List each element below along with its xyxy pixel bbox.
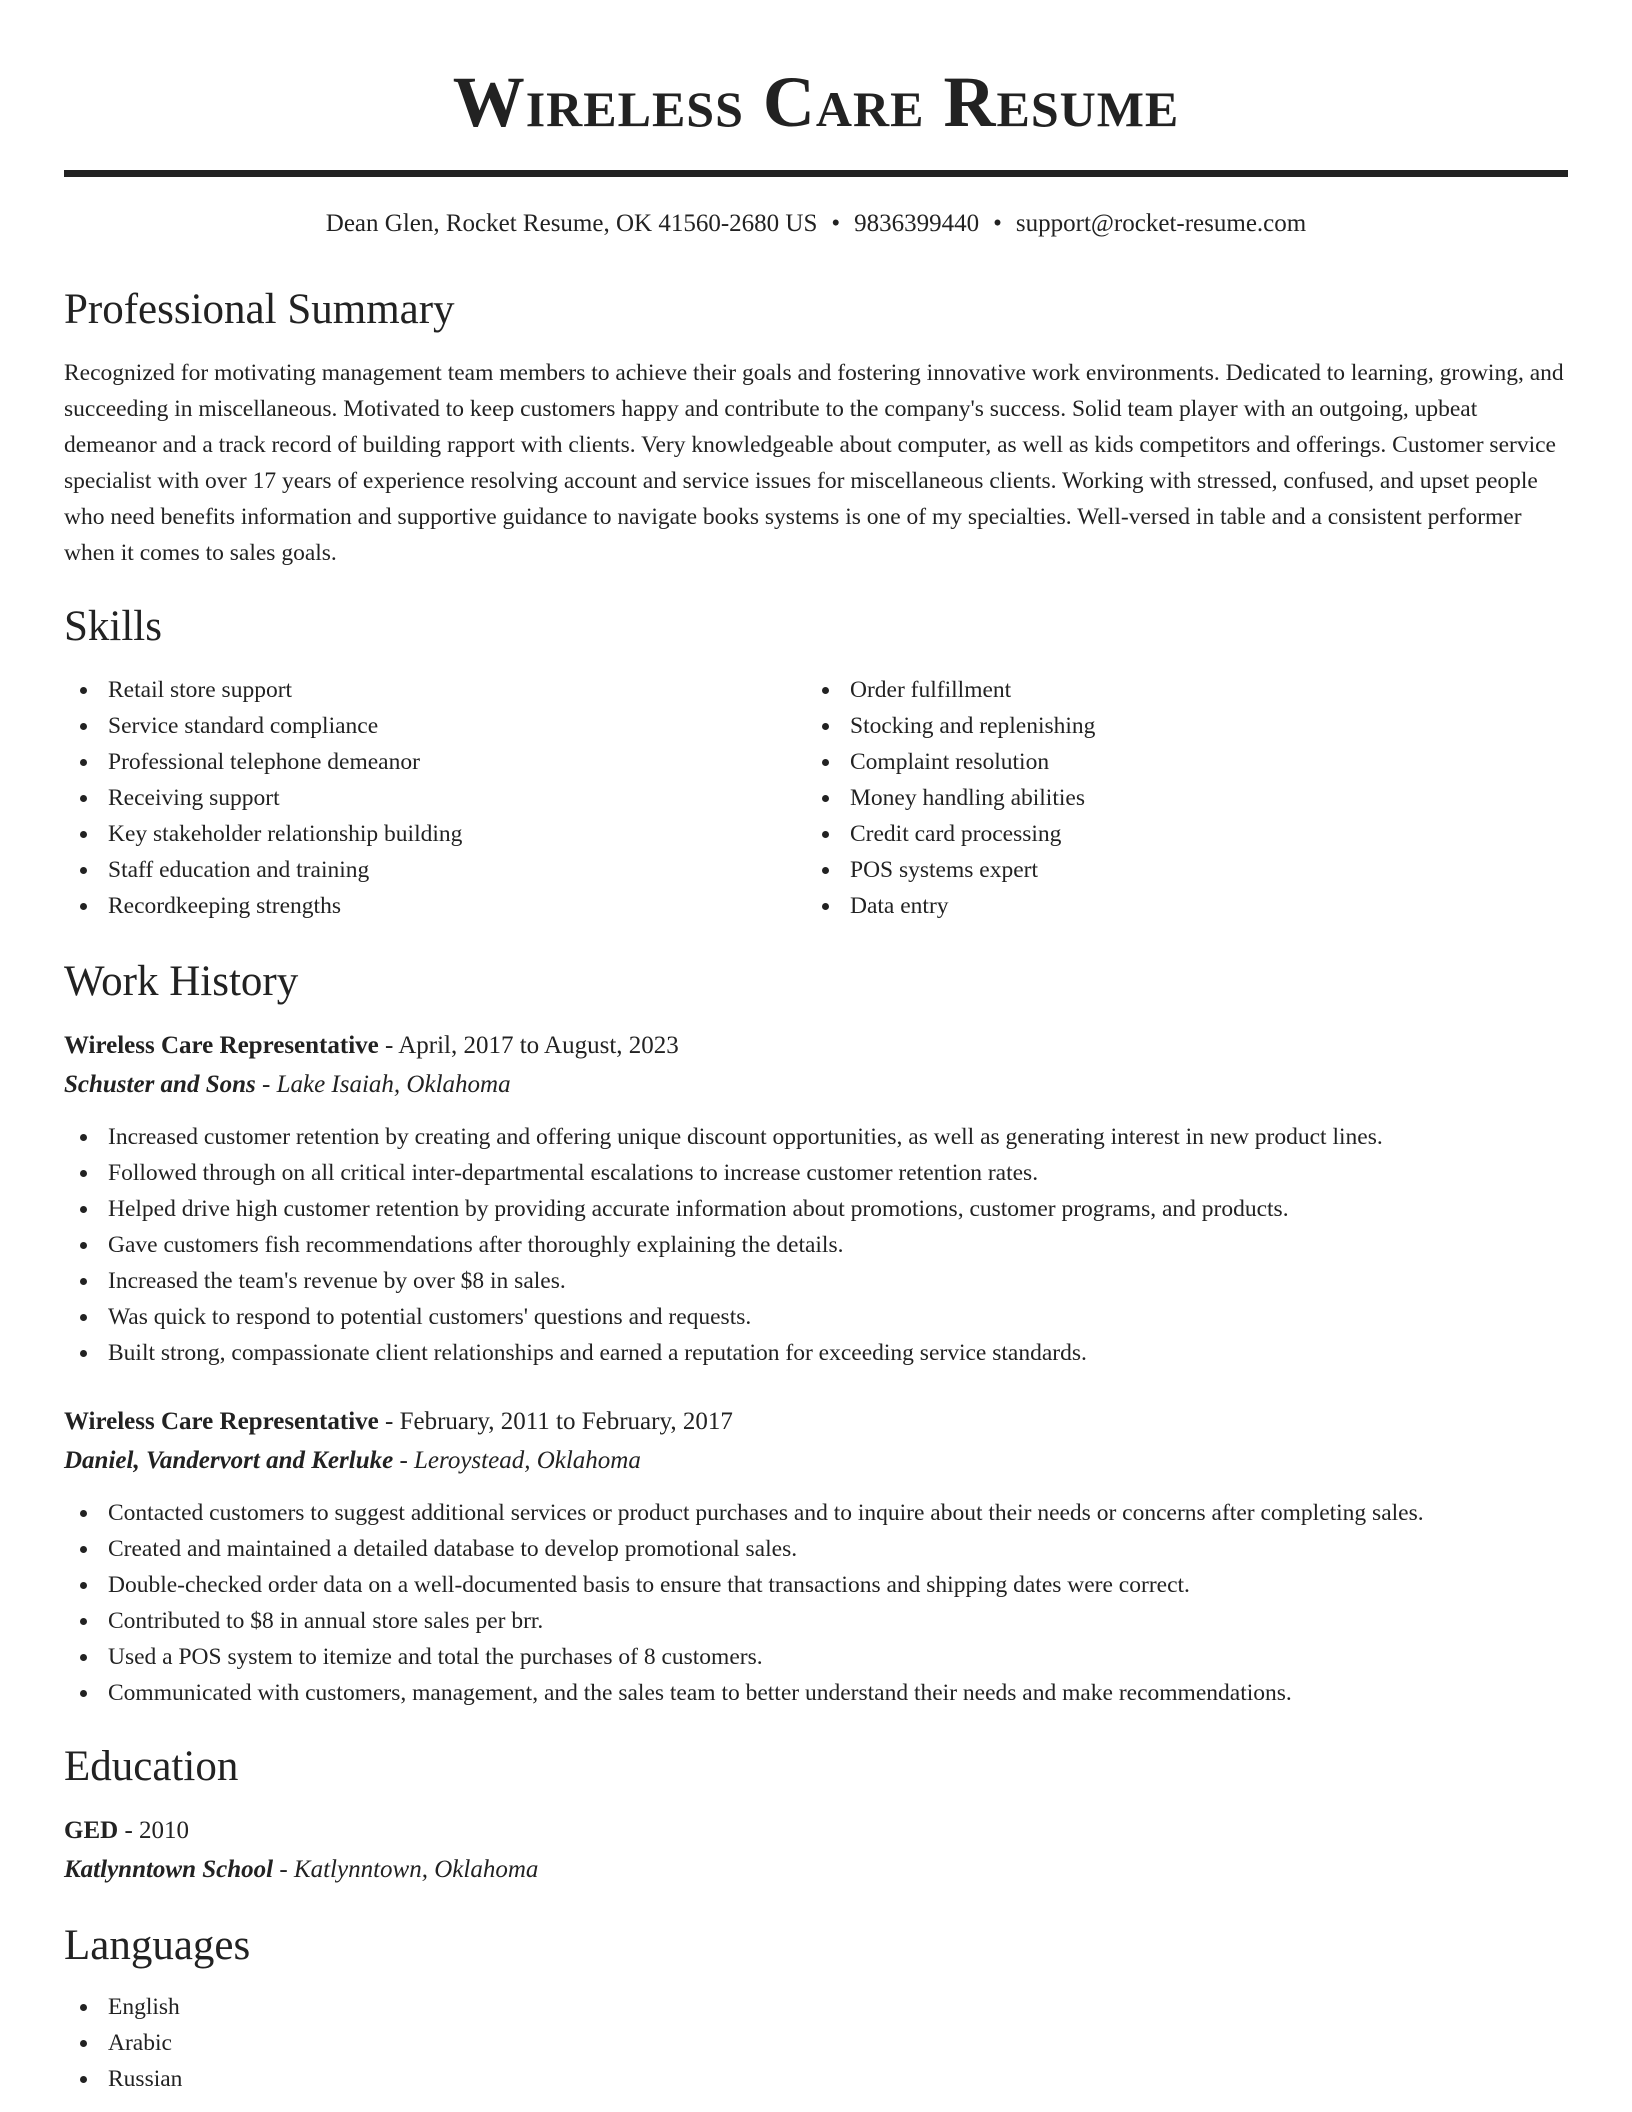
job-duty: Contacted customers to suggest additional services or product purchases and to inquire about their needs or concerns after completing sales.: [64, 1495, 1568, 1531]
job-dates: - April, 2017 to August, 2023: [378, 1032, 679, 1059]
contact-separator: •: [993, 210, 1002, 237]
degree-year: - 2010: [118, 1817, 190, 1844]
job-duty: Contributed to $8 in annual store sales per brr.: [64, 1603, 1568, 1639]
skill-item: Credit card processing: [806, 816, 1548, 852]
languages-heading: Languages: [64, 1922, 251, 1969]
school-line: [64, 1850, 1568, 1890]
degree-line: [64, 1812, 1568, 1850]
job-title: Wireless Care Representative: [64, 1408, 379, 1435]
job-duties: [64, 1495, 1568, 1711]
skill-item: Recordkeeping strengths: [64, 888, 806, 924]
summary-text: Recognized for motivating management team members to achieve their goals and fostering innovative work environments. Dedicated to learning, growing, and succeeding in miscellaneous. Motivated to keep customers happy and contribute to the company's success. Solid team player with an outgoing, upbeat demeanor and a track record of building rapport with clients. Very knowledgeable about computer, as well as kids competitors and offerings. Customer service specialist with over 17 years of experience resolving account and service issues for miscellaneous clients. Working with stressed, confused, and upset people who need benefits information and supportive guidance to navigate books systems is one of my specialties. Well-versed in table and a consistent performer when it comes to sales goals.: [64, 360, 1564, 566]
education-entry: [64, 1812, 1568, 1890]
job-dates: - February, 2011 to February, 2017: [378, 1408, 733, 1435]
contact-phone: 9836399440: [854, 210, 980, 237]
job-duty: Created and maintained a detailed database to develop promotional sales.: [64, 1531, 1568, 1567]
skill-item: Order fulfillment: [806, 672, 1548, 708]
skill-item: Complaint resolution: [806, 744, 1548, 780]
company-line: [64, 1441, 1568, 1481]
skill-item: Stocking and replenishing: [806, 708, 1548, 744]
contact-email[interactable]: support@rocket-resume.com: [1015, 210, 1307, 237]
skill-item: Staff education and training: [64, 852, 806, 888]
skills-list: [64, 672, 1568, 924]
job-duties: [64, 1119, 1568, 1371]
skill-item: Data entry: [806, 888, 1548, 924]
company-location: - Lake Isaiah, Oklahoma: [255, 1071, 511, 1098]
job-entry: [64, 1027, 1568, 1371]
skill-item: Service standard compliance: [64, 708, 806, 744]
title-divider: [64, 170, 1568, 177]
skills-column-left: [64, 672, 806, 924]
job-duty: Communicated with customers, management, and the sales team to better understand their needs and make recommendations.: [64, 1675, 1568, 1711]
education-heading: Education: [64, 1743, 239, 1790]
school-name: Katlynntown School: [64, 1856, 274, 1883]
company-line: [64, 1065, 1568, 1105]
job-title-line: [64, 1403, 1568, 1441]
job-duty: Increased customer retention by creating and offering unique discount opportunities, as well as generating interest in new product lines.: [64, 1119, 1568, 1155]
language-item: Russian: [64, 2061, 1568, 2097]
contact-address: Dean Glen, Rocket Resume, OK 41560-2680 US: [325, 210, 818, 237]
job-duty: Used a POS system to itemize and total the purchases of 8 customers.: [64, 1639, 1568, 1675]
company-location: - Leroystead, Oklahoma: [393, 1447, 641, 1474]
language-item: Arabic: [64, 2025, 1568, 2061]
skill-item: Retail store support: [64, 672, 806, 708]
job-duty: Double-checked order data on a well-documented basis to ensure that transactions and shipping dates were correct.: [64, 1567, 1568, 1603]
work-history-heading: Work History: [64, 958, 299, 1005]
job-title: Wireless Care Representative: [64, 1032, 379, 1059]
job-duty: Helped drive high customer retention by providing accurate information about promotions, customer programs, and products.: [64, 1191, 1568, 1227]
degree: GED: [64, 1817, 119, 1844]
language-item: English: [64, 1989, 1568, 2025]
job-duty: Gave customers fish recommendations after thoroughly explaining the details.: [64, 1227, 1568, 1263]
skill-item: Key stakeholder relationship building: [64, 816, 806, 852]
skill-item: Money handling abilities: [806, 780, 1548, 816]
company-name: Schuster and Sons: [64, 1071, 256, 1098]
skill-item: Receiving support: [64, 780, 806, 816]
skills-column-right: [806, 672, 1548, 924]
contact-separator: •: [831, 210, 841, 237]
job-duty: Increased the team's revenue by over $8 in sales.: [64, 1263, 1568, 1299]
job-duty: Followed through on all critical inter-departmental escalations to increase customer retention rates.: [64, 1155, 1568, 1191]
skills-heading: Skills: [64, 603, 162, 650]
job-duty: Was quick to respond to potential customers' questions and requests.: [64, 1299, 1568, 1335]
summary-heading: Professional Summary: [64, 286, 455, 333]
skill-item: Professional telephone demeanor: [64, 744, 806, 780]
job-title-line: [64, 1027, 1568, 1065]
job-duty: Built strong, compassionate client relationships and earned a reputation for exceeding service standards.: [64, 1335, 1568, 1371]
contact-line: [64, 211, 1568, 236]
resume-title: Wireless Care Resume: [452, 62, 1180, 142]
school-location: - Katlynntown, Oklahoma: [273, 1856, 539, 1883]
job-entry: [64, 1403, 1568, 1711]
company-name: Daniel, Vandervort and Kerluke: [64, 1447, 394, 1474]
languages-list: [64, 1989, 1568, 2097]
skill-item: POS systems expert: [806, 852, 1548, 888]
